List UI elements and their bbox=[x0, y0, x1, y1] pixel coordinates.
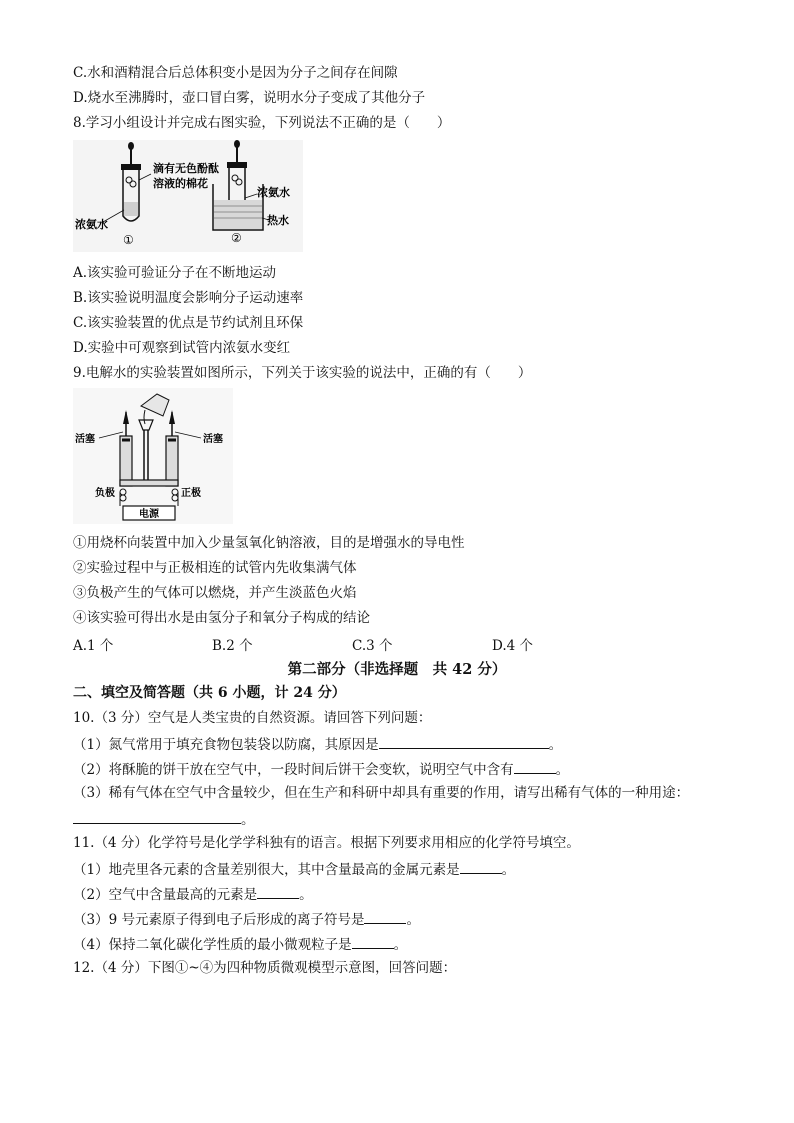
option-d-q8: D.实验中可观察到试管内浓氨水变红 bbox=[73, 340, 291, 356]
option-c-q7: C.水和酒精混合后总体积变小是因为分子之间存在间隙 bbox=[73, 65, 398, 81]
period: 。 bbox=[406, 912, 420, 928]
question-8: 8.学习小组设计并完成右图实验，下列说法不正确的是（ ） bbox=[73, 115, 451, 131]
option-d-q7: D.烧水至沸腾时，壶口冒白雾，说明水分子变成了其他分子 bbox=[73, 90, 426, 106]
q11-1-text: （1）地壳里各元素的含量差别很大，其中含量最高的金属元素是 bbox=[73, 862, 460, 878]
q11-4-text: （4）保持二氧化碳化学性质的最小微观粒子是 bbox=[73, 937, 352, 953]
question-11: 11.（4 分）化学符号是化学学科独有的语言。根据下列要求用相应的化学符号填空。 bbox=[73, 835, 580, 851]
answer-blank-10-1[interactable] bbox=[379, 734, 549, 749]
period: 。 bbox=[241, 812, 255, 828]
ammonia-label-left: 浓氨水 bbox=[75, 218, 108, 231]
period: 。 bbox=[393, 937, 408, 953]
period: 。 bbox=[501, 862, 516, 878]
option-c-q9: C.3 个 bbox=[352, 638, 393, 654]
cotton-label-line1: 滴有无色酚酞 bbox=[153, 162, 219, 175]
answer-blank-11-1[interactable] bbox=[460, 859, 502, 874]
question-11-part-2 bbox=[73, 884, 313, 904]
power-label: 电源 bbox=[139, 509, 159, 520]
statement-1-q9: ①用烧杯向装置中加入少量氢氧化钠溶液，目的是增强水的导电性 bbox=[73, 535, 465, 551]
period: 。 bbox=[555, 762, 570, 778]
q10-2-text: （2）将酥脆的饼干放在空气中，一段时间后饼干会变软，说明空气中含有 bbox=[73, 762, 514, 778]
question-10-part-2 bbox=[73, 759, 569, 779]
answer-blank-10-3[interactable] bbox=[73, 809, 241, 824]
answer-blank-10-2[interactable] bbox=[514, 759, 556, 774]
period: 。 bbox=[548, 737, 563, 753]
question-10: 10.（3 分）空气是人类宝贵的自然资源。请回答下列问题： bbox=[73, 710, 432, 726]
question-12: 12.（4 分）下图①~④为四种物质微观模型示意图，回答问题： bbox=[73, 960, 457, 976]
statement-3-q9: ③负极产生的气体可以燃烧，并产生淡蓝色火焰 bbox=[73, 585, 357, 601]
stopcock-label-right: 活塞 bbox=[203, 434, 223, 445]
answer-blank-11-2[interactable] bbox=[257, 884, 299, 899]
statement-4-q9: ④该实验可得出水是由氢分子和氧分子构成的结论 bbox=[73, 610, 370, 626]
electrolysis-figure bbox=[73, 388, 233, 524]
answer-blank-11-3[interactable] bbox=[364, 909, 406, 924]
hot-water-label: 热水 bbox=[267, 214, 289, 227]
part-two-title: 第二部分（非选择题 共 42 分） bbox=[287, 661, 507, 678]
negative-electrode-label: 负极 bbox=[95, 488, 115, 499]
question-10-part-3-answer bbox=[73, 809, 255, 829]
figure-number-1: ① bbox=[123, 233, 134, 247]
question-10-part-3: （3）稀有气体在空气中含量较少，但在生产和科研中却具有重要的作用，请写出稀有气体的一种用途： bbox=[73, 785, 690, 801]
option-b-q8: B.该实验说明温度会影响分子运动速率 bbox=[73, 290, 304, 306]
question-9: 9.电解水的实验装置如图所示，下列关于该实验的说法中，正确的有（ ） bbox=[73, 365, 532, 381]
period: 。 bbox=[299, 887, 313, 903]
ammonia-label-right: 浓氨水 bbox=[257, 186, 290, 199]
positive-electrode-label: 正极 bbox=[181, 488, 201, 499]
stopcock-label-left: 活塞 bbox=[75, 434, 95, 445]
option-a-q8: A.该实验可验证分子在不断地运动 bbox=[73, 265, 277, 281]
q10-1-text: （1）氮气常用于填充食物包装袋以防腐，其原因是 bbox=[73, 737, 379, 753]
question-11-part-3 bbox=[73, 909, 420, 929]
q11-2-text: （2）空气中含量最高的元素是 bbox=[73, 887, 258, 903]
option-b-q9: B.2 个 bbox=[212, 638, 253, 654]
statement-2-q9: ②实验过程中与正极相连的试管内先收集满气体 bbox=[73, 560, 357, 576]
answer-blank-11-4[interactable] bbox=[352, 934, 394, 949]
option-a-q9: A.1 个 bbox=[73, 638, 114, 654]
ammonia-experiment-figure bbox=[73, 140, 303, 252]
figure-number-2: ② bbox=[231, 231, 242, 245]
question-10-part-1 bbox=[73, 734, 562, 754]
cotton-label-line2: 溶液的棉花 bbox=[153, 177, 208, 190]
option-c-q8: C.该实验装置的优点是节约试剂且环保 bbox=[73, 315, 304, 331]
question-11-part-4 bbox=[73, 934, 407, 954]
section-two-heading: 二、填空及简答题（共 6 小题，计 24 分） bbox=[73, 685, 346, 701]
question-11-part-1 bbox=[73, 859, 515, 879]
option-d-q9: D.4 个 bbox=[492, 638, 534, 654]
q11-3-text: （3）9 号元素原子得到电子后形成的离子符号是 bbox=[73, 912, 365, 928]
